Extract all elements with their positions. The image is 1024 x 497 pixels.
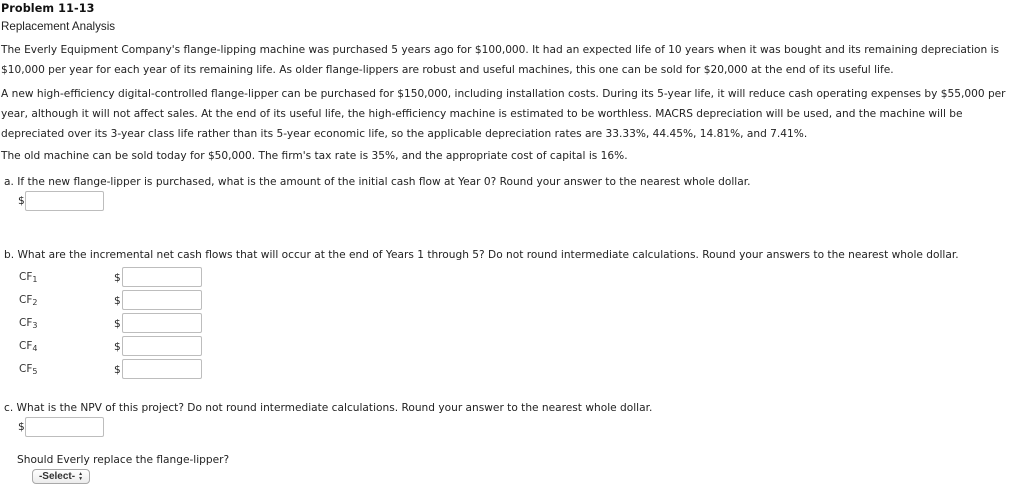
select-label: -Select-: [38, 471, 76, 482]
npv-input[interactable]: [25, 417, 104, 437]
replace-question-text: Should Everly replace the flange-lipper?: [17, 454, 230, 466]
initial-cash-flow-input[interactable]: [25, 191, 104, 211]
cf3-label: $CF_3$: [19, 317, 38, 330]
cf2-currency: $: [114, 295, 121, 307]
replace-decision-select[interactable]: [32, 469, 90, 484]
paragraph-new-machine: A new high-efficiency digital-controlled flange-lipper can be purchased for $150,000, including installation costs. During its 5-year life, it will reduce cash operating expenses by $55,000 per year, although it will not affect sales. At the end of its useful life, the high-efficiency machine is estimated to be worthless. MACRS depreciation will be used, and the machine will be depreciated over its 3-year class life rather than its 5-year economic life, so the applicable depreciation rates are 33.33%, 44.45%, 14.81%, and 7.41%.: [1, 88, 1006, 140]
cf4-label: $CF_4$: [19, 340, 38, 353]
cf5-currency: $: [114, 364, 121, 376]
cf2-label: $CF_2$: [19, 294, 38, 307]
cf1-currency: $: [114, 272, 121, 284]
cf3-currency: $: [114, 318, 121, 330]
question-a-currency: $: [18, 195, 25, 207]
question-c-currency: $: [18, 421, 25, 433]
question-c-text: c. What is the NPV of this project? Do not round intermediate calculations. Round your answer to the nearest whole dollar.: [4, 402, 653, 414]
cf1-label: $CF_1$: [19, 271, 38, 284]
question-b-text: b. What are the incremental net cash flows that will occur at the end of Years 1 through 5? Do not round intermediate calculations. Round your answers to the nearest whole dollar.: [4, 249, 959, 261]
cf5-label: $CF_5$: [19, 363, 38, 376]
paragraph-sale-tax: The old machine can be sold today for $50,000. The firm's tax rate is 35%, and the appropriate cost of capital is 16%.: [1, 150, 628, 162]
cf4-currency: $: [114, 341, 121, 353]
question-a-text: a. If the new flange-lipper is purchased, what is the amount of the initial cash flow at Year 0? Round your answer to the nearest whole dollar.: [4, 176, 751, 188]
problem-title: Problem 11-13: [1, 2, 95, 15]
cf5-input[interactable]: [122, 359, 202, 379]
cf4-input[interactable]: [122, 336, 202, 356]
paragraph-old-machine: The Everly Equipment Company's flange-lipping machine was purchased 5 years ago for $100,000. It had an expected life of 10 years when it was bought and its remaining depreciation is $10,000 per year for each year of its remaining life. As older flange-lippers are robust and useful machines, this one can be sold for $20,000 at the end of its useful life.: [1, 44, 1000, 76]
cf2-input[interactable]: [122, 290, 202, 310]
up-down-chevron-icon: ▲ ▼: [78, 470, 84, 482]
cf3-input[interactable]: [122, 313, 202, 333]
problem-subtitle: Replacement Analysis: [1, 20, 116, 33]
cf1-input[interactable]: [122, 267, 202, 287]
